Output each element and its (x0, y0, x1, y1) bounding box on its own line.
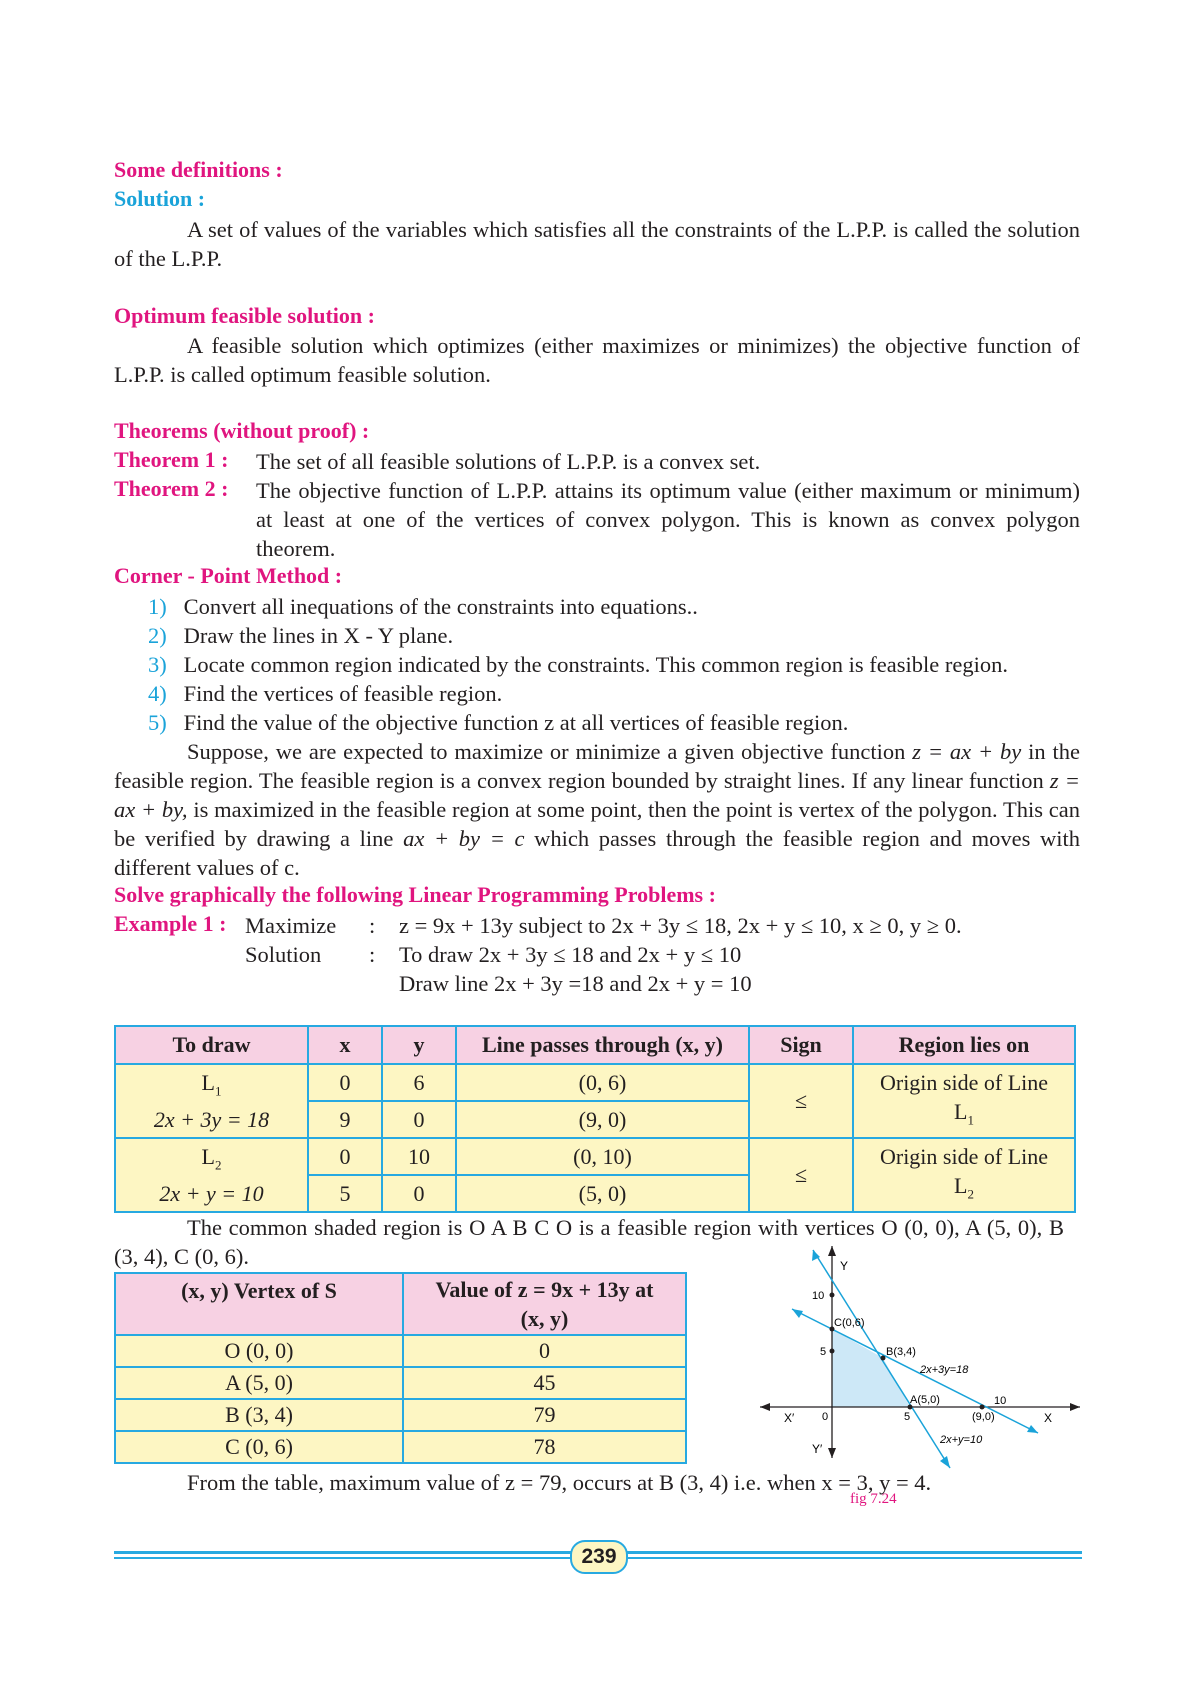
region-line: L (954, 1172, 968, 1198)
y-axis-arrow-up (828, 1246, 836, 1256)
colon: : (369, 942, 376, 967)
y-axis-arrow-down (828, 1448, 836, 1458)
point-cell: (0, 10) (456, 1138, 749, 1175)
line-l1-arrow-up (792, 1309, 803, 1318)
value-cell: 0 (403, 1335, 686, 1367)
step-number: 2) (148, 623, 167, 648)
step-item (148, 592, 1088, 621)
line-name: L (201, 1143, 215, 1169)
step-text: Locate common region indicated by the constraints. This common region is feasible region. (183, 652, 1008, 677)
y-cell: 0 (382, 1101, 456, 1138)
x-cell: 0 (308, 1064, 382, 1101)
theorem-2-label: Theorem 2 : (114, 476, 229, 501)
c-label: C(0,6) (834, 1317, 865, 1329)
vertex-cell: O (0, 0) (115, 1335, 403, 1367)
conclusion-text: From the table, maximum value of z = 79, occurs at B (3, 4) i.e. when x = 3, y = 4. (187, 1470, 932, 1495)
example-label: Example 1 : (114, 911, 227, 936)
point-cell: (5, 0) (456, 1175, 749, 1212)
para-expr: z = ax + by (912, 739, 1022, 764)
a-label: A(5,0) (910, 1394, 940, 1406)
step-number: 4) (148, 681, 167, 706)
figure-caption: fig 7.24 (850, 1491, 897, 1507)
theorems-heading: Theorems (without proof) : (114, 418, 370, 443)
step-text: Convert all inequations of the constraints into equations.. (183, 594, 698, 619)
lines-table (114, 1025, 1076, 1213)
y-cell: 0 (382, 1175, 456, 1212)
solution-line-1: To draw 2x + 3y ≤ 18 and 2x + y ≤ 10 (399, 942, 742, 967)
solution-label: Solution (245, 942, 322, 967)
para-expr: ax + by = c (403, 826, 525, 851)
l1-equation-label: 2x+3y=18 (920, 1364, 969, 1376)
x5-label: 5 (904, 1411, 911, 1423)
y-prime-label: Y′ (812, 1442, 823, 1456)
line-cell (115, 1138, 308, 1212)
table-row (115, 1064, 1075, 1101)
table-row (115, 1431, 686, 1463)
step-text: Find the value of the objective function z at all vertices of feasible region. (183, 710, 849, 735)
solution-text: A set of values of the variables which satisfies all the constraints of the L.P.P. is called the solution of the L.P.P. (114, 217, 1080, 271)
region-subscript: 2 (967, 1186, 974, 1202)
step-item (148, 708, 1088, 737)
para-text: in the feasible region. The feasible region is a convex region bounded by straight lines. If any linear function (114, 739, 1081, 793)
step-number: 5) (148, 710, 167, 735)
table-header (403, 1273, 686, 1335)
value-cell: 79 (403, 1399, 686, 1431)
lpp-graph (750, 1240, 1090, 1475)
point-y10 (830, 1293, 835, 1298)
table-row (115, 1335, 686, 1367)
para-text: is maximized in the feasible region at some point, then the point is vertex of the polygon. This can be verified by drawing a line (114, 797, 1081, 851)
x-axis-label: X (1044, 1411, 1053, 1425)
line-l2-arrow-down (940, 1456, 950, 1468)
y-axis-label: Y (840, 1259, 849, 1273)
value-cell: 78 (403, 1431, 686, 1463)
feasible-region (832, 1329, 910, 1407)
vertex-cell: B (3, 4) (115, 1399, 403, 1431)
y-cell: 10 (382, 1138, 456, 1175)
x-cell: 5 (308, 1175, 382, 1212)
value-cell: 45 (403, 1367, 686, 1399)
definitions-heading: Some definitions : (114, 157, 283, 182)
line-l1 (792, 1309, 1038, 1433)
x-axis-arrow-right (1070, 1403, 1080, 1411)
table-header-row (115, 1273, 686, 1335)
x-cell: 0 (308, 1138, 382, 1175)
sign-cell: ≤ (749, 1138, 853, 1212)
point-cell: (9, 0) (456, 1101, 749, 1138)
region-subscript: 1 (967, 1112, 974, 1128)
region-text: Origin side of Line (879, 1143, 1049, 1169)
table-header: x (308, 1026, 382, 1064)
table-header: Sign (749, 1026, 853, 1064)
colon: : (369, 913, 376, 938)
line-equation: 2x + y = 10 (159, 1181, 264, 1207)
y5-label: 5 (820, 1346, 827, 1358)
table-row (115, 1138, 1075, 1175)
point-b (881, 1356, 886, 1361)
table-row (115, 1399, 686, 1431)
table-header-row (115, 1026, 1075, 1064)
point-9-0 (980, 1405, 985, 1410)
step-item (148, 650, 1088, 679)
table-header: Region lies on (853, 1026, 1075, 1064)
x-axis-arrow-left (760, 1403, 770, 1411)
para-expr: z = ax + by, (114, 768, 1080, 822)
optimum-heading: Optimum feasible solution : (114, 303, 375, 328)
para-text: Suppose, we are expected to maximize or minimize a given objective function (187, 739, 906, 764)
vertex-cell: C (0, 6) (115, 1431, 403, 1463)
solution-heading: Solution : (114, 186, 206, 211)
table-header: y (382, 1026, 456, 1064)
line-subscript: 2 (214, 1157, 222, 1173)
table-header: To draw (115, 1026, 308, 1064)
point-cell: (0, 6) (456, 1064, 749, 1101)
solve-heading: Solve graphically the following Linear Programming Problems : (114, 882, 716, 907)
maximize-text: z = 9x + 13y subject to 2x + 3y ≤ 18, 2x + y ≤ 10, x ≥ 0, y ≥ 0. (399, 913, 962, 938)
x10-label: 10 (994, 1395, 1007, 1407)
b-label: B(3,4) (886, 1346, 916, 1358)
table-header: Line passes through (x, y) (456, 1026, 749, 1064)
region-cell (853, 1138, 1075, 1212)
vertex-table (114, 1272, 687, 1464)
region-cell (853, 1064, 1075, 1138)
x-prime-label: X′ (784, 1411, 795, 1425)
maximize-label: Maximize (245, 913, 337, 938)
point-9-0-label: (9,0) (972, 1411, 995, 1423)
optimum-text: A feasible solution which optimizes (either maximizes or minimizes) the objective function of L.P.P. is called optimum feasible solution. (114, 333, 1080, 387)
table-row (115, 1367, 686, 1399)
common-region-text: The common shaded region is O A B C O is a feasible region with vertices O (0, 0), A (5, 0), B (3, 4), C (0, 6). (114, 1215, 1064, 1269)
step-text: Draw the lines in X - Y plane. (183, 623, 454, 648)
page-number: 239 (570, 1540, 628, 1574)
line-name: L (201, 1069, 215, 1095)
origin-label: 0 (822, 1411, 829, 1423)
step-text: Find the vertices of feasible region. (183, 681, 503, 706)
solution-line-2: Draw line 2x + 3y =18 and 2x + y = 10 (399, 971, 752, 996)
vertex-cell: A (5, 0) (115, 1367, 403, 1399)
y-cell: 6 (382, 1064, 456, 1101)
header-line: (x, y) (520, 1306, 569, 1331)
region-line: L (954, 1098, 968, 1124)
header-line: Value of z = 9x + 13y at (435, 1277, 654, 1302)
line-cell (115, 1064, 308, 1138)
theorem-1-label: Theorem 1 : (114, 447, 229, 472)
line-subscript: 1 (214, 1083, 222, 1099)
table-header: (x, y) Vertex of S (115, 1273, 403, 1335)
l2-equation-label: 2x+y=10 (940, 1434, 983, 1446)
corner-steps (148, 592, 1088, 737)
step-number: 1) (148, 594, 167, 619)
region-text: Origin side of Line (879, 1069, 1049, 1095)
corner-paragraph (114, 737, 1080, 882)
x-cell: 9 (308, 1101, 382, 1138)
step-number: 3) (148, 652, 167, 677)
para-text: which passes through the feasible region and moves with different values of c. (114, 826, 1081, 880)
y10-label: 10 (812, 1290, 825, 1302)
point-y5 (830, 1349, 835, 1354)
theorem-1-text: The set of all feasible solutions of L.P.P. is a convex set. (256, 449, 761, 474)
step-item (148, 679, 1088, 708)
step-item (148, 621, 1088, 650)
line-equation: 2x + 3y = 18 (153, 1107, 270, 1133)
theorem-2-text: The objective function of L.P.P. attains its optimum value (either maximum or minimum) at least at one of the vertices of convex polygon. This is known as convex polygon theorem. (256, 478, 1080, 561)
corner-heading: Corner - Point Method : (114, 563, 343, 588)
sign-cell: ≤ (749, 1064, 853, 1138)
